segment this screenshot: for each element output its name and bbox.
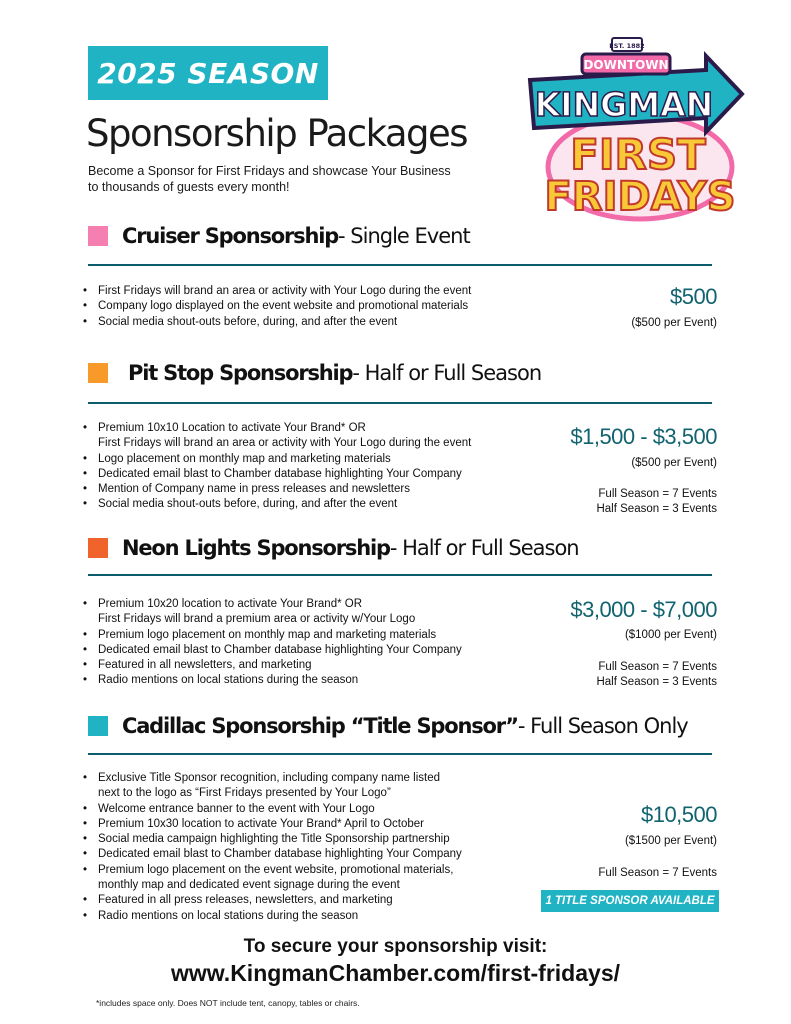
list-item: • Premium logo placement on monthly map and marketing materials bbox=[82, 628, 462, 643]
list-item: First Fridays will brand a premium area or activity w/Your Logo bbox=[98, 613, 416, 626]
intro-text bbox=[88, 163, 508, 195]
neon-lights-season-info bbox=[596, 660, 717, 690]
section-name: Neon Lights Sponsorship bbox=[122, 536, 390, 560]
list-item: • Social media shout-outs before, during, and after the event bbox=[82, 497, 471, 512]
list-item: • Featured in all press releases, newsletters, and marketing bbox=[82, 893, 462, 908]
cruiser-per-event: ($500 per Event) bbox=[631, 317, 717, 329]
section-name: Pit Stop Sponsorship bbox=[128, 361, 353, 385]
teal-square-icon bbox=[88, 716, 108, 736]
list-item: • Dedicated email blast to Chamber database highlighting Your Company bbox=[82, 467, 471, 482]
list-item: • Social media campaign highlighting the Title Sponsorship partnership bbox=[82, 832, 462, 847]
page-title: Sponsorship Packages bbox=[86, 112, 468, 155]
list-item: • First Fridays will brand an area or activity with Your Logo during the event bbox=[82, 284, 471, 299]
list-item: First Fridays will brand an area or activity with Your Logo during the event bbox=[98, 437, 472, 450]
full-season-text: Full Season = 7 Events bbox=[598, 661, 717, 673]
first-fridays-logo bbox=[520, 32, 750, 222]
logo-first-text: FIRST bbox=[570, 130, 706, 179]
section-divider bbox=[88, 753, 712, 755]
logo-fridays-text: FRIDAYS bbox=[544, 174, 736, 220]
list-item: • Radio mentions on local stations during the season bbox=[82, 909, 462, 924]
logo-est-text: EST. 1882 bbox=[609, 42, 645, 50]
section-subtitle: - Half or Full Season bbox=[352, 361, 542, 385]
section-title-pit-stop bbox=[88, 361, 541, 385]
intro-line-1: Become a Sponsor for First Fridays and showcase Your Business bbox=[88, 164, 451, 178]
title-sponsor-badge: 1 TITLE SPONSOR AVAILABLE bbox=[541, 890, 719, 912]
pit-stop-per-event: ($500 per Event) bbox=[631, 457, 717, 469]
intro-line-2: to thousands of guests every month! bbox=[88, 180, 290, 194]
section-subtitle: - Half or Full Season bbox=[389, 536, 579, 560]
pit-stop-price: $1,500 - $3,500 bbox=[570, 424, 717, 449]
section-subtitle: - Full Season Only bbox=[517, 714, 688, 738]
neon-lights-benefits-list bbox=[82, 597, 462, 689]
red-orange-square-icon bbox=[88, 538, 108, 558]
list-item: • Dedicated email blast to Chamber database highlighting Your Company bbox=[82, 643, 462, 658]
cruiser-benefits-list bbox=[82, 284, 471, 330]
list-item: monthly map and dedicated event signage during the event bbox=[98, 879, 400, 892]
half-season-text: Half Season = 3 Events bbox=[596, 503, 717, 515]
list-item: • Premium 10x20 location to activate Your Brand* OR bbox=[82, 597, 462, 612]
section-title-neon-lights bbox=[88, 536, 579, 560]
orange-square-icon bbox=[88, 363, 108, 383]
section-divider bbox=[88, 574, 712, 576]
section-title-cruiser bbox=[88, 224, 470, 248]
list-item: • Welcome entrance banner to the event with Your Logo bbox=[82, 802, 462, 817]
list-item: • Premium logo placement on the event website, promotional materials, bbox=[82, 863, 462, 878]
list-item: • Exclusive Title Sponsor recognition, including company name listed bbox=[82, 771, 462, 786]
cta-heading: To secure your sponsorship visit: bbox=[243, 936, 548, 957]
section-name: Cruiser Sponsorship bbox=[122, 224, 339, 248]
half-season-text: Half Season = 3 Events bbox=[596, 676, 717, 688]
full-season-text: Full Season = 7 Events bbox=[598, 867, 717, 879]
list-item: • Logo placement on monthly map and marketing materials bbox=[82, 452, 471, 467]
season-badge: 2025 SEASON bbox=[88, 46, 328, 100]
cadillac-benefits-list bbox=[82, 771, 462, 924]
list-item: • Social media shout-outs before, during, and after the event bbox=[82, 315, 471, 330]
list-item: • Featured in all newsletters, and marketing bbox=[82, 658, 462, 673]
logo-downtown-text: DOWNTOWN bbox=[583, 58, 669, 72]
list-item: next to the logo as “First Fridays presented by Your Logo” bbox=[98, 787, 391, 800]
cadillac-price: $10,500 bbox=[640, 802, 717, 827]
list-item: • Premium 10x30 location to activate Your Brand* April to October bbox=[82, 817, 462, 832]
cadillac-per-event: ($1500 per Event) bbox=[624, 835, 717, 847]
section-title-cadillac bbox=[88, 714, 688, 738]
full-season-text: Full Season = 7 Events bbox=[598, 488, 717, 500]
section-divider bbox=[88, 264, 712, 266]
section-divider bbox=[88, 402, 712, 404]
list-item: • Dedicated email blast to Chamber database highlighting Your Company bbox=[82, 847, 462, 862]
cadillac-season-info bbox=[598, 866, 717, 881]
pit-stop-season-info bbox=[596, 487, 717, 517]
footnote: *includes space only. Does NOT include tent, canopy, tables or chairs. bbox=[96, 998, 360, 1008]
neon-lights-price: $3,000 - $7,000 bbox=[570, 597, 717, 622]
neon-lights-per-event: ($1000 per Event) bbox=[624, 629, 717, 641]
list-item: • Mention of Company name in press releases and newsletters bbox=[82, 482, 471, 497]
logo-kingman-text: KINGMAN bbox=[534, 85, 714, 124]
list-item: • Company logo displayed on the event website and promotional materials bbox=[82, 299, 471, 314]
pit-stop-benefits-list bbox=[82, 421, 471, 513]
pink-square-icon bbox=[88, 226, 108, 246]
list-item: • Premium 10x10 Location to activate Your Brand* OR bbox=[82, 421, 471, 436]
cta-website-link[interactable]: www.KingmanChamber.com/first-fridays/ bbox=[170, 960, 621, 986]
section-subtitle: - Single Event bbox=[338, 224, 470, 248]
cruiser-price: $500 bbox=[670, 284, 717, 309]
section-name: Cadillac Sponsorship “Title Sponsor” bbox=[122, 714, 518, 738]
list-item: • Radio mentions on local stations during the season bbox=[82, 673, 462, 688]
